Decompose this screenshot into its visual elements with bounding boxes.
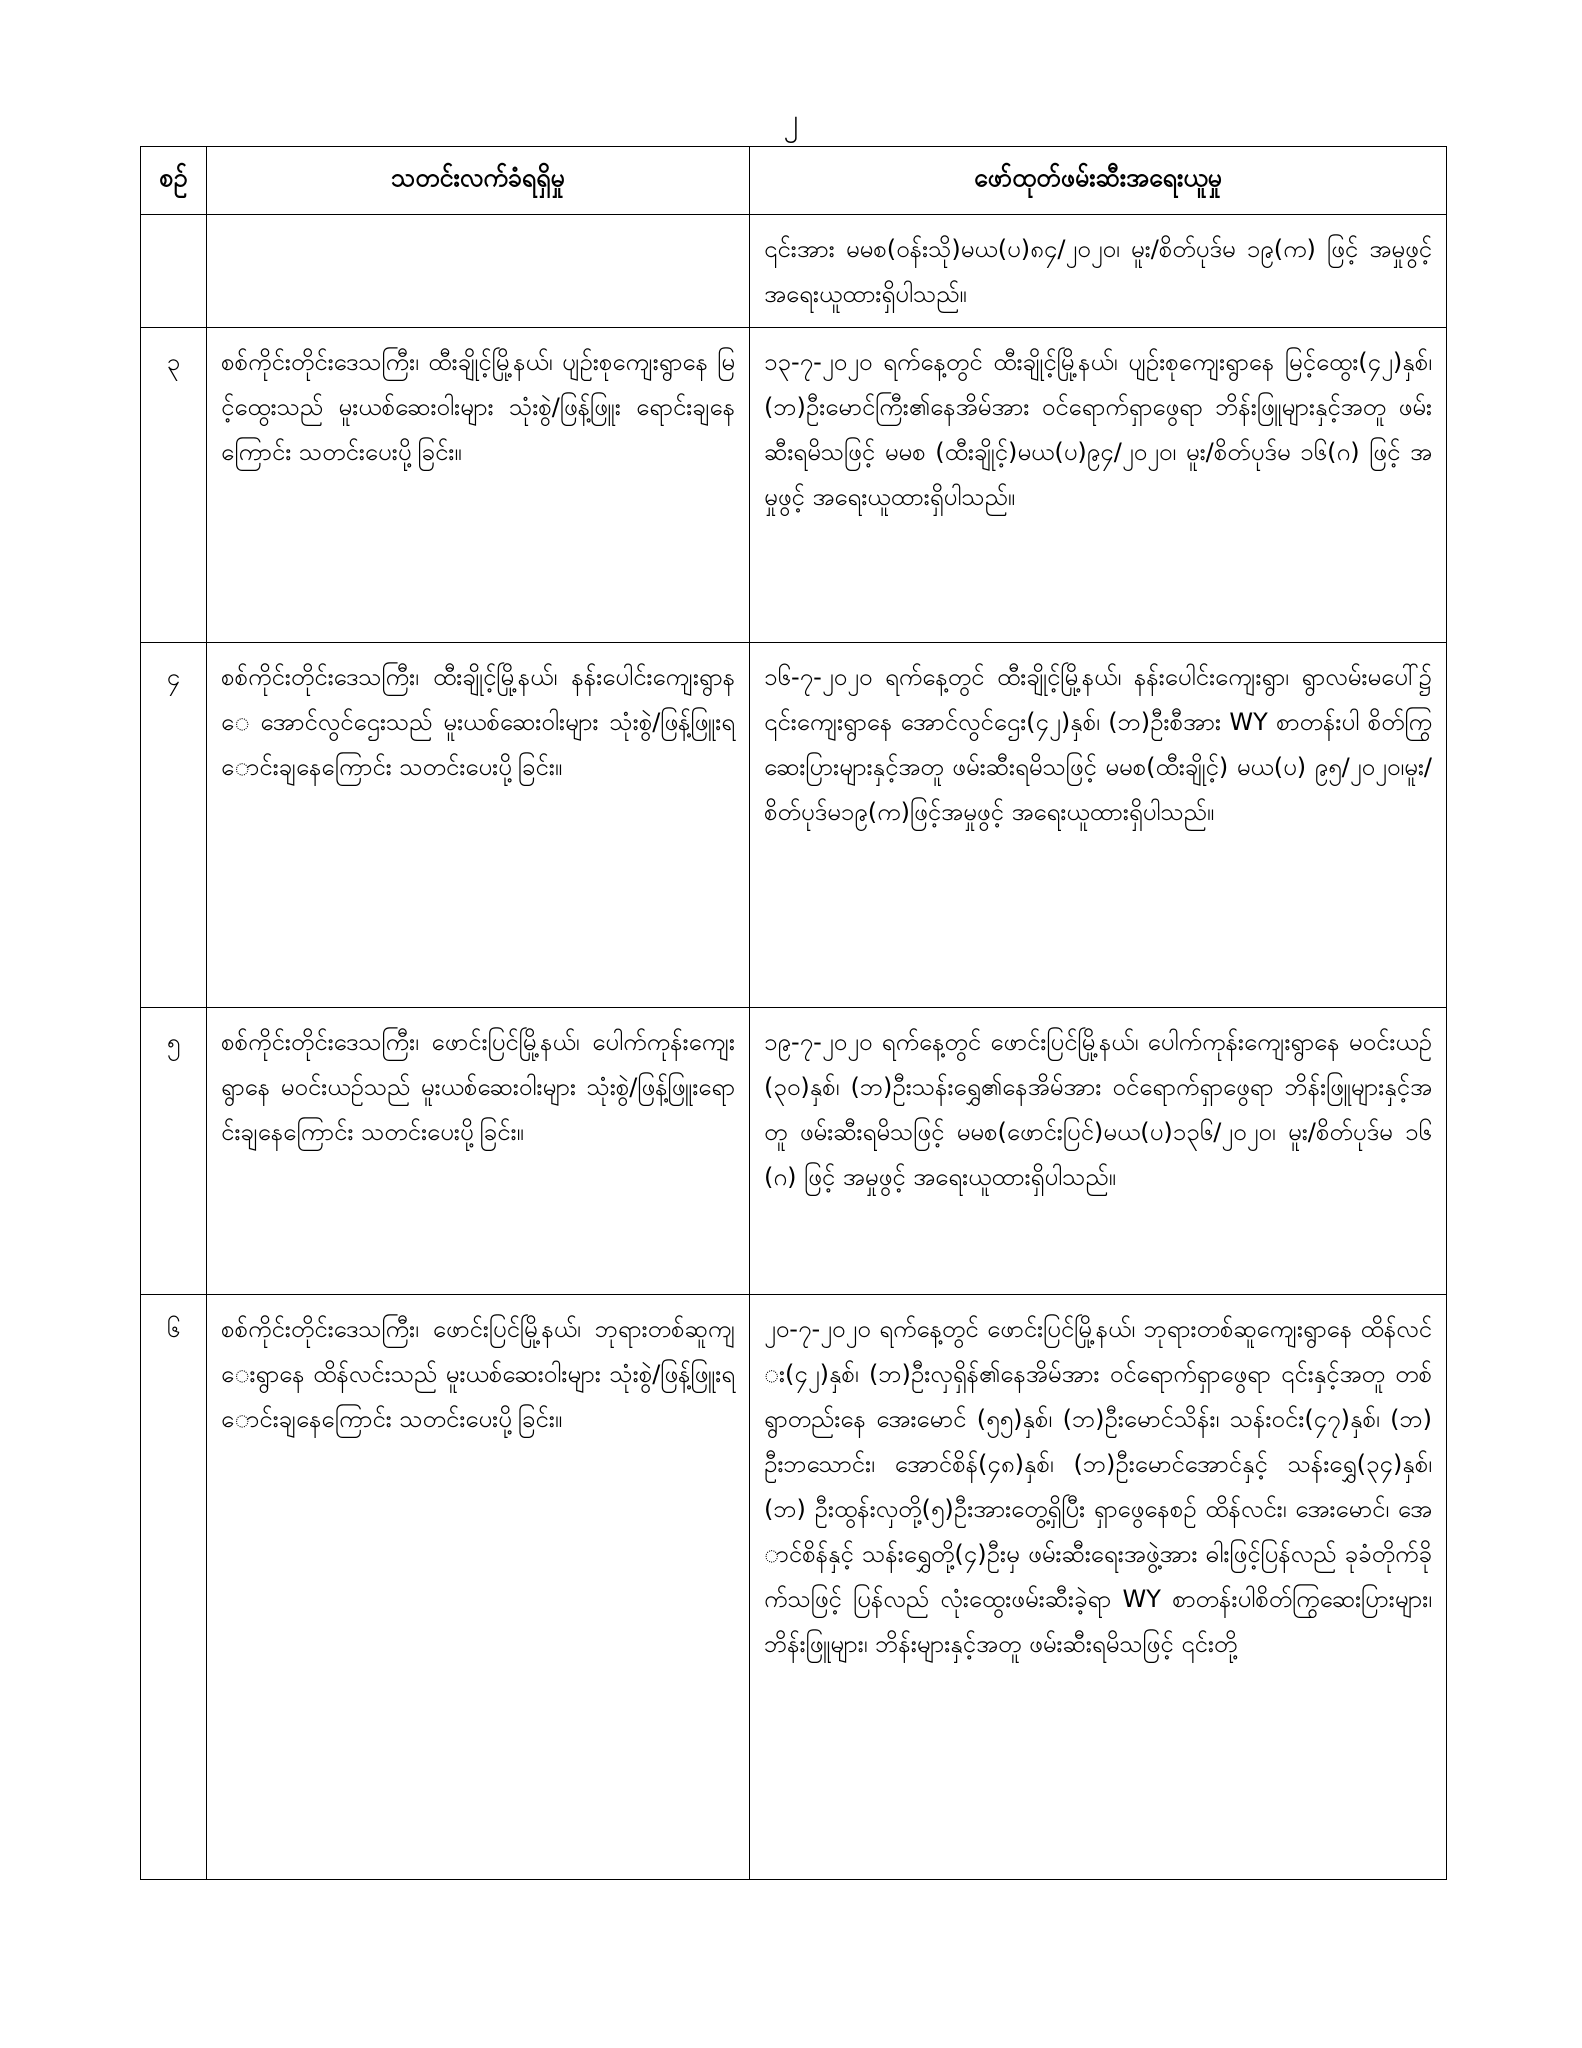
- cell-info-received: စစ်ကိုင်းတိုင်းဒေသကြီး၊ ဖောင်းပြင်မြို့နယ်၊ ဘုရားတစ်ဆူကျေးရွာနေ ထိန်လင်းသည် မူးယစ်ဆေးဝါးများ သုံးစွဲ/ဖြန့်ဖြူးရောင်းချနေကြောင်း သတင်းပေးပို့ခြင်း။: [207, 1295, 750, 1880]
- page-number: ၂: [783, 103, 799, 138]
- cell-serial-no: [141, 215, 207, 328]
- cell-info-received: စစ်ကိုင်းတိုင်းဒေသကြီး၊ ထီးချိုင့်မြို့နယ်၊ ပျဉ်းစုကျေးရွာနေ မြင့်ထွေးသည် မူးယစ်ဆေးဝါးများ သုံးစွဲ/ဖြန့်ဖြူး ရောင်းချနေကြောင်း သတင်းပေးပို့ခြင်း။: [207, 328, 750, 643]
- header-info-received: သတင်းလက်ခံရရှိမှု: [207, 147, 750, 215]
- cell-action-taken: ၁၃-၇-၂၀၂၀ ရက်နေ့တွင် ထီးချိုင့်မြို့နယ်၊ ပျဉ်းစုကျေးရွာနေ မြင့်ထွေး(၄၂)နှစ်၊ (ဘ)ဦးမောင်ကြီး၏နေအိမ်အား ဝင်ရောက်ရှာဖွေရာ ဘိန်းဖြူများနှင့်အတူ ဖမ်းဆီးရမိသဖြင့် မမစ (ထီးချိုင့်)မယ(ပ)၉၄/၂၀၂၀၊ မူး/စိတ်ပုဒ်မ ၁၆(ဂ) ဖြင့် အမှုဖွင့် အရေးယူထားရှိပါသည်။: [750, 328, 1447, 643]
- cell-action-taken: ၂၀-၇-၂၀၂၀ ရက်နေ့တွင် ဖောင်းပြင်မြို့နယ်၊ ဘုရားတစ်ဆူကျေးရွာနေ ထိန်လင်း(၄၂)နှစ်၊ (ဘ)ဦးလှရှိန်၏နေအိမ်အား ဝင်ရောက်ရှာဖွေရာ ၎င်းနှင့်အတူ တစ်ရွာတည်းနေ အေးမောင် (၅၅)နှစ်၊ (ဘ)ဦးမောင်သိန်း၊ သန်းဝင်း(၄၇)နှစ်၊ (ဘ) ဦးဘသောင်း၊ အောင်စိန်(၄၈)နှစ်၊ (ဘ)ဦးမောင်အောင်နှင့် သန်းရွှေ(၃၄)နှစ်၊ (ဘ) ဦးထွန်းလှတို့(၅)ဦးအားတွေ့ရှိပြီး ရှာဖွေနေစဉ် ထိန်လင်း၊ အေးမောင်၊ အောင်စိန်နှင့် သန်းရွှေတို့(၄)ဦးမှ ဖမ်းဆီးရေးအဖွဲ့အား ဓါးဖြင့်ပြန်လည် ခုခံတိုက်ခိုက်သဖြင့် ပြန်လည် လုံးထွေးဖမ်းဆီးခဲ့ရာ WY စာတန်းပါစိတ်ကြွဆေးပြားများ၊ ဘိန်းဖြူများ၊ ဘိန်းများနှင့်အတူ ဖမ်းဆီးရမိသဖြင့် ၎င်းတို့: [750, 1295, 1447, 1880]
- cell-info-received: စစ်ကိုင်းတိုင်းဒေသကြီး၊ ဖောင်းပြင်မြို့နယ်၊ ပေါက်ကုန်းကျေးရွာနေ မဝင်းယဉ်သည် မူးယစ်ဆေးဝါးများ သုံးစွဲ/ဖြန့်ဖြူးရောင်းချနေကြောင်း သတင်းပေးပို့ခြင်း။: [207, 1008, 750, 1295]
- cell-info-received: [207, 215, 750, 328]
- cell-serial-no: ၅: [141, 1008, 207, 1295]
- table-row: [141, 1008, 1447, 1295]
- cell-serial-no: ၆: [141, 1295, 207, 1880]
- cell-serial-no: ၄: [141, 643, 207, 1008]
- table-row: [141, 643, 1447, 1008]
- cell-action-taken: ၎င်းအား မမစ(ဝန်းသို)မယ(ပ)၈၄/၂၀၂၀၊ မူး/စိတ်ပုဒ်မ ၁၉(က) ဖြင့် အမှုဖွင့် အရေးယူထားရှိပါသည်။: [750, 215, 1447, 328]
- cell-action-taken: ၁၉-၇-၂၀၂၀ ရက်နေ့တွင် ဖောင်းပြင်မြို့နယ်၊ ပေါက်ကုန်းကျေးရွာနေ မဝင်းယဉ်(၃၀)နှစ်၊ (ဘ)ဦးသန်းရွှေ၏နေအိမ်အား ဝင်ရောက်ရှာဖွေရာ ဘိန်းဖြူများနှင့်အတူ ဖမ်းဆီးရမိသဖြင့် မမစ(ဖောင်းပြင်)မယ(ပ)၁၃၆/၂၀၂၀၊ မူး/စိတ်ပုဒ်မ ၁၆(ဂ) ဖြင့် အမှုဖွင့် အရေးယူထားရှိပါသည်။: [750, 1008, 1447, 1295]
- header-serial-no: စဉ်: [141, 147, 207, 215]
- report-table: [140, 146, 1447, 1880]
- table-header-row: [141, 147, 1447, 215]
- table-row: [141, 215, 1447, 328]
- cell-info-received: စစ်ကိုင်းတိုင်းဒေသကြီး၊ ထီးချိုင့်မြို့နယ်၊ နန်းပေါင်းကျေးရွာနေ အောင်လွင်ဌေးသည် မူးယစ်ဆေးဝါးများ သုံးစွဲ/ဖြန့်ဖြူးရောင်းချနေကြောင်း သတင်းပေးပို့ခြင်း။: [207, 643, 750, 1008]
- cell-serial-no: ၃: [141, 328, 207, 643]
- table-row: [141, 1295, 1447, 1880]
- table-row: [141, 328, 1447, 643]
- header-action-taken: ဖော်ထုတ်ဖမ်းဆီးအရေးယူမှု: [750, 147, 1447, 215]
- cell-action-taken: ၁၆-၇-၂၀၂၀ ရက်နေ့တွင် ထီးချိုင့်မြို့နယ်၊ နန်းပေါင်းကျေးရွာ၊ ရွာလမ်းမပေါ်၌ ၎င်းကျေးရွာနေ အောင်လွင်ဌေး(၄၂)နှစ်၊ (ဘ)ဦးစီအား WY စာတန်းပါ စိတ်ကြွဆေးပြားများနှင့်အတူ ဖမ်းဆီးရမိသဖြင့် မမစ(ထီးချိုင့်) မယ(ပ) ၉၅/၂၀၂၀၊မူး/စိတ်ပုဒ်မ၁၉(က)ဖြင့်အမှုဖွင့် အရေးယူထားရှိပါသည်။: [750, 643, 1447, 1008]
